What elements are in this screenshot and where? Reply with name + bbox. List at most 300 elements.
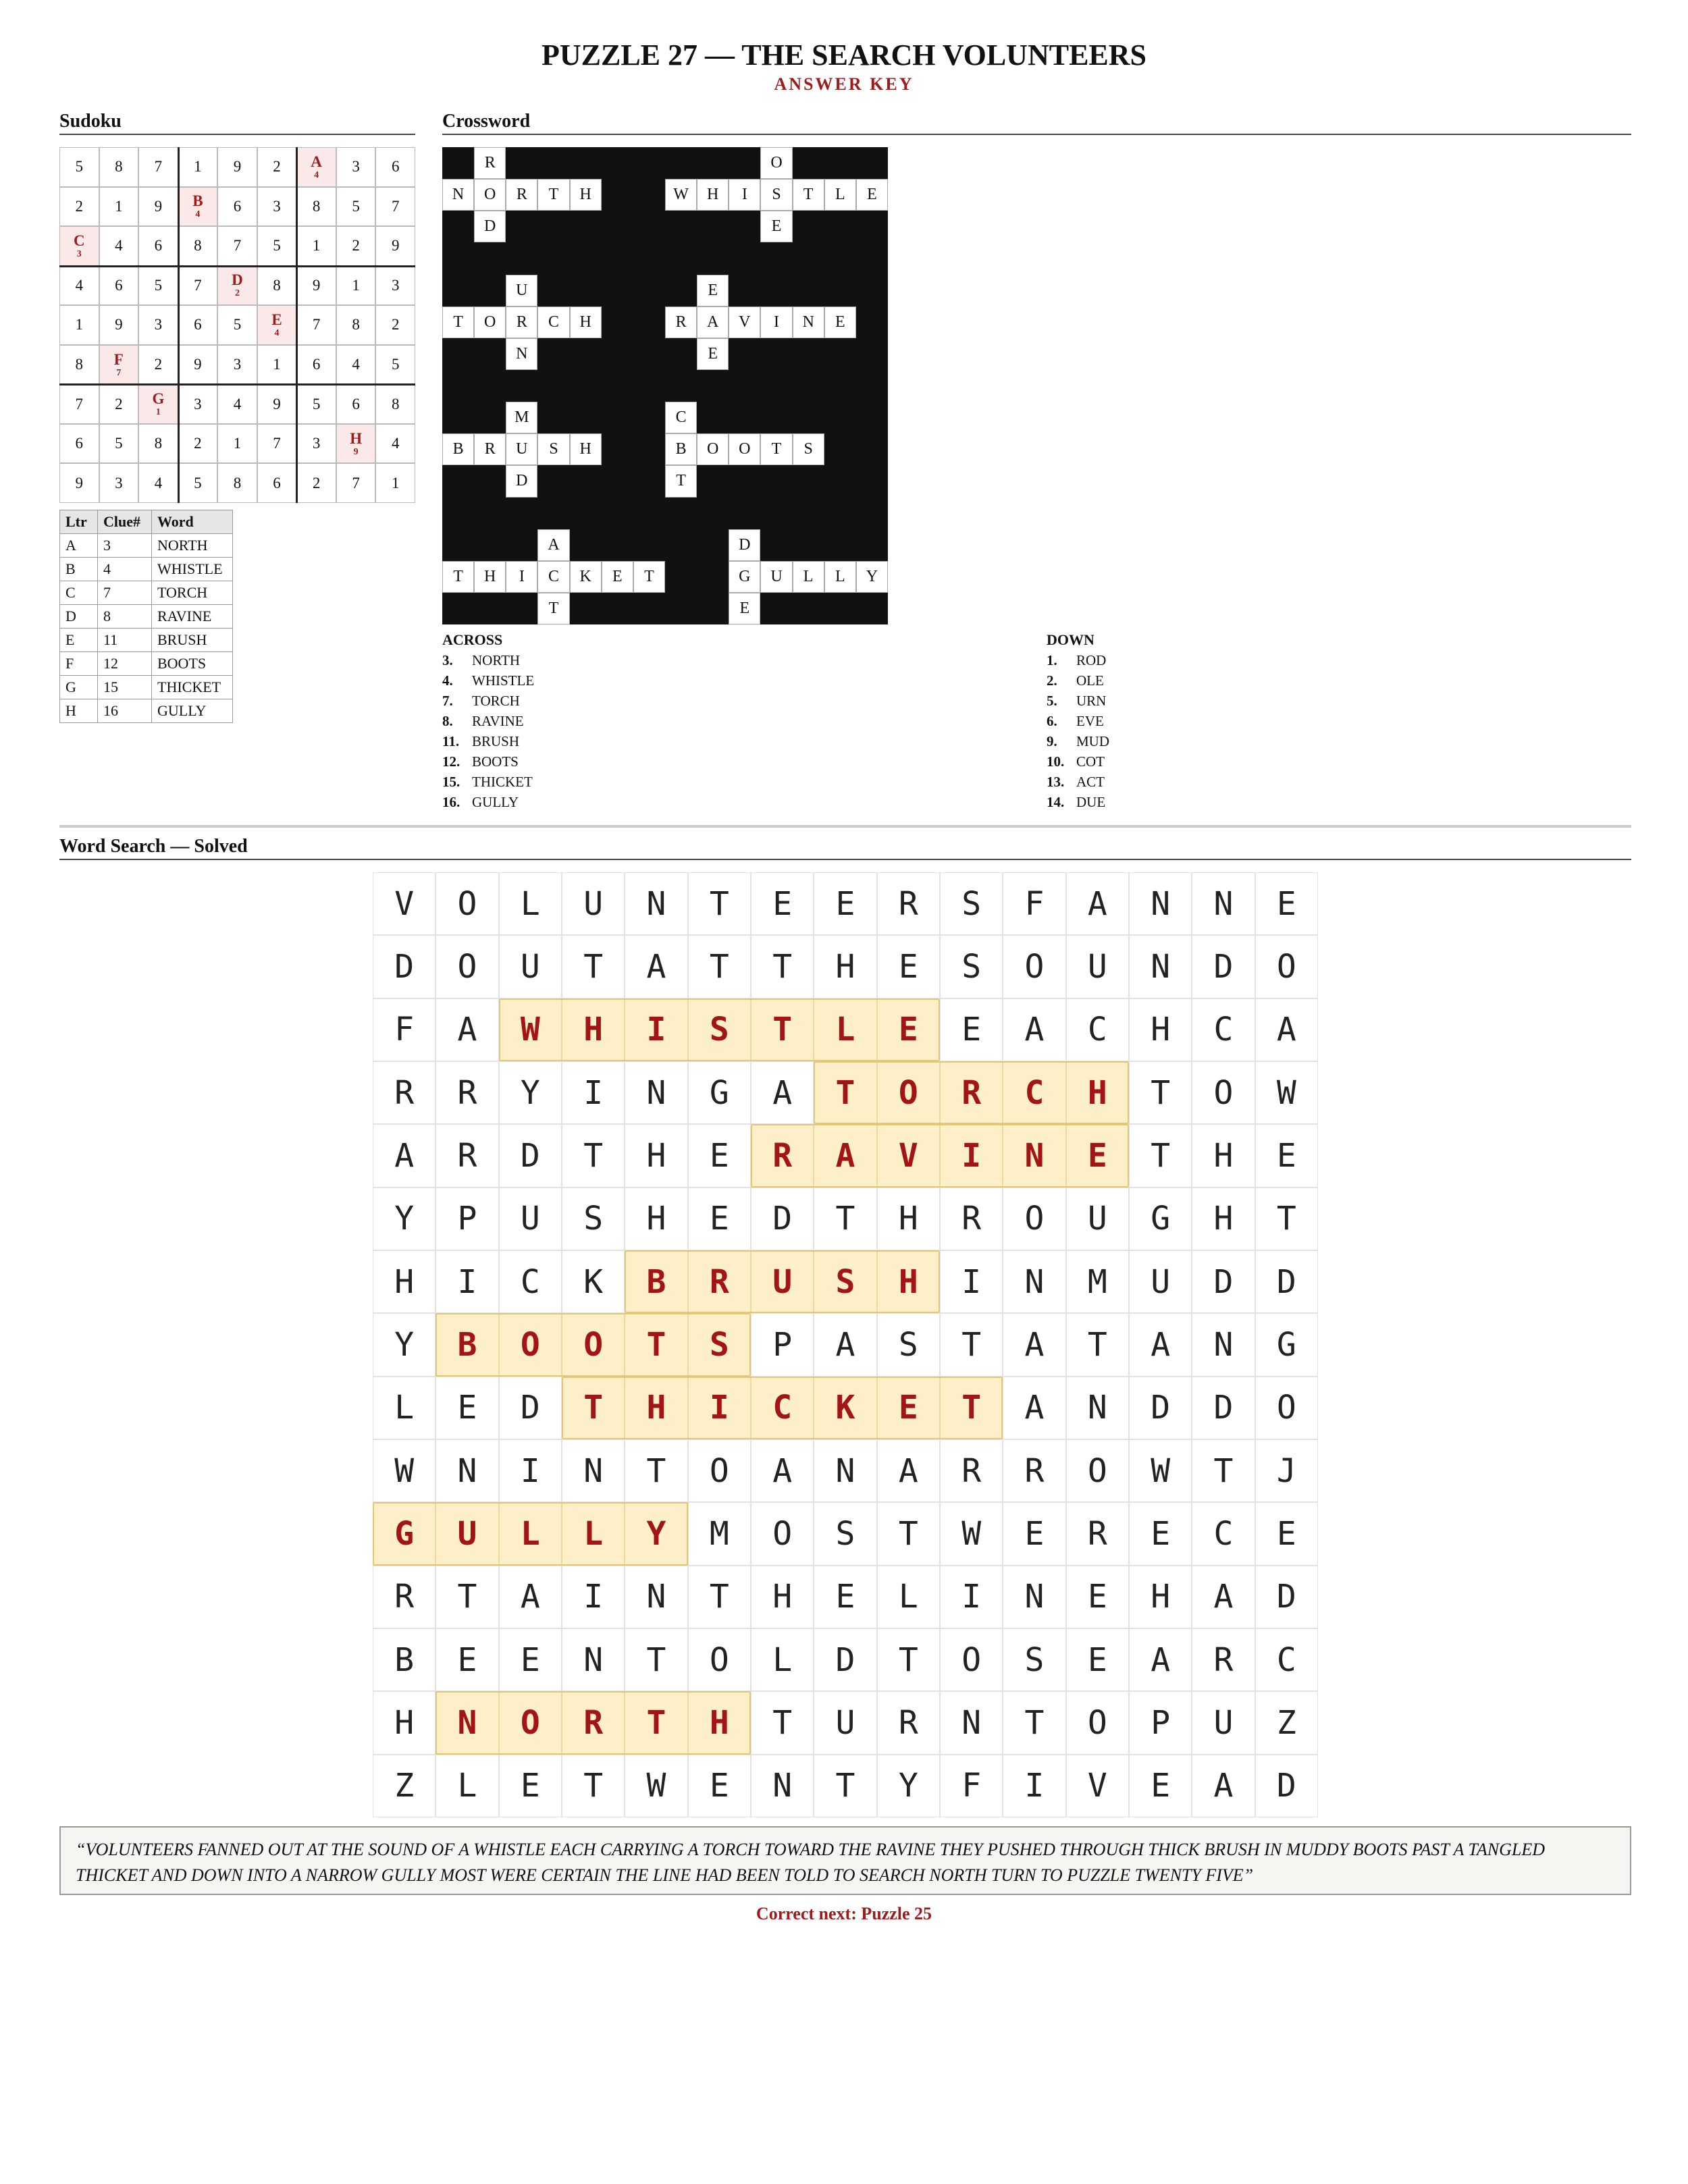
sudoku-cell: 5 — [336, 187, 376, 227]
crossword-cell: D — [474, 211, 506, 242]
sudoku-cell: 2 — [178, 424, 218, 464]
wordsearch-letter: A — [1066, 872, 1129, 935]
table-row — [60, 581, 233, 605]
wordsearch-found-letter: U — [436, 1502, 498, 1565]
sudoku-key-letter: H — [350, 429, 363, 447]
wordsearch-found-letter: T — [940, 1377, 1003, 1439]
wordsearch-letter: S — [940, 872, 1003, 935]
clue-number: 2. — [1047, 672, 1057, 689]
clue-answer: OLE — [1076, 672, 1104, 689]
sudoku-cell: 1 — [178, 147, 218, 187]
crossword-cell: O — [697, 433, 729, 465]
table-cell: BOOTS — [152, 652, 233, 676]
sudoku-key-letter: F — [113, 350, 124, 368]
wordsearch-letter: D — [1255, 1250, 1318, 1313]
sudoku-cell: 7 — [59, 384, 99, 424]
wordsearch-letter: A — [877, 1439, 940, 1502]
wordsearch-letter: N — [1003, 1566, 1065, 1628]
wordsearch-letter: D — [499, 1124, 562, 1187]
wordsearch-letter: W — [1255, 1061, 1318, 1124]
wordsearch-letter: E — [814, 872, 876, 935]
wordsearch-letter: A — [1129, 1313, 1192, 1376]
sudoku-cell: 2 — [257, 147, 297, 187]
sudoku-cell: 9 — [375, 226, 415, 266]
wordsearch-found-letter: S — [814, 1250, 876, 1313]
clue-item — [442, 711, 534, 731]
wordsearch-letter: R — [373, 1061, 436, 1124]
sudoku-cell: 3 — [178, 384, 218, 424]
crossword-heading — [442, 111, 1631, 135]
sudoku-cell — [296, 147, 336, 187]
crossword-cell: B — [665, 433, 697, 465]
wordsearch-letter: A — [1255, 998, 1318, 1061]
wordsearch-letter: O — [1066, 1691, 1129, 1754]
sudoku-cell: 8 — [178, 226, 218, 266]
wordsearch-heading-text: Word Search — Solved — [59, 836, 248, 857]
wordsearch-letter: T — [814, 1755, 876, 1817]
wordsearch-letter: D — [499, 1377, 562, 1439]
crossword-cell: D — [506, 465, 537, 497]
wordsearch-letter: A — [373, 1124, 436, 1187]
wordsearch-found-letter: H — [562, 998, 625, 1061]
table-cell: 15 — [98, 676, 152, 699]
wordsearch-letter: Z — [1255, 1691, 1318, 1754]
sudoku-key-letter: D — [232, 271, 243, 289]
wordsearch-letter: C — [499, 1250, 562, 1313]
wordsearch-letter: E — [814, 1566, 876, 1628]
wordsearch-found-letter: N — [1003, 1124, 1065, 1187]
crossword-cell: B — [442, 433, 474, 465]
sudoku-box-line — [59, 383, 415, 385]
sudoku-cell: 5 — [217, 305, 257, 345]
wordsearch-letter: W — [625, 1755, 687, 1817]
crossword-cell: V — [729, 307, 760, 338]
clue-answer: GULLY — [472, 794, 519, 810]
wordsearch-letter: U — [1066, 935, 1129, 998]
sudoku-cell: 5 — [296, 384, 336, 424]
crossword-cell: W — [665, 179, 697, 211]
wordsearch-found-letter: N — [436, 1691, 498, 1754]
decoded-quote: “VOLUNTEERS FANNED OUT AT THE SOUND OF A WHISTLE EACH CARRYING A TORCH TOWARD THE RAVINE THEY PUSHED THROUGH THICK BRUSH IN MUDDY BOOTS PAST A TANGLED THICKET AND DOWN INTO A NARROW GULLY MOST WERE CERTAIN THE LINE HAD BEEN TOLD TO SEARCH NORTH TURN TO PUZZLE TWENTY FIVE” — [59, 1826, 1631, 1895]
crossword-cell: T — [442, 561, 474, 593]
wordsearch-found-letter: T — [814, 1061, 876, 1124]
wordsearch-found-letter: S — [688, 998, 751, 1061]
sudoku-cell: 3 — [217, 345, 257, 385]
sudoku-cell: 6 — [296, 345, 336, 385]
wordsearch-letter: U — [499, 1188, 562, 1250]
wordsearch-letter: L — [373, 1377, 436, 1439]
crossword-cell: E — [602, 561, 633, 593]
crossword-cell: O — [760, 147, 792, 179]
clue-number: 15. — [442, 774, 460, 790]
sudoku-grid — [59, 147, 415, 503]
clue-answer: ROD — [1076, 652, 1107, 668]
next-puzzle-note: Correct next: Puzzle 25 — [756, 1904, 932, 1923]
wordsearch-letter: T — [688, 872, 751, 935]
table-row — [60, 629, 233, 652]
wordsearch-letter: E — [940, 998, 1003, 1061]
sudoku-cell: 1 — [217, 424, 257, 464]
wordsearch-letter: A — [1003, 1313, 1065, 1376]
wordsearch-letter: A — [814, 1313, 876, 1376]
table-cell: 3 — [98, 534, 152, 558]
wordsearch-letter: S — [814, 1502, 876, 1565]
table-cell: GULLY — [152, 699, 233, 723]
key-table-header: Word — [152, 510, 233, 534]
table-cell: 4 — [98, 558, 152, 581]
wordsearch-letter: H — [373, 1250, 436, 1313]
wordsearch-letter: W — [1129, 1439, 1192, 1502]
wordsearch-letter: E — [1255, 1502, 1318, 1565]
crossword-cell: T — [633, 561, 665, 593]
wordsearch-letter: I — [499, 1439, 562, 1502]
wordsearch-letter: M — [688, 1502, 751, 1565]
wordsearch-letter: O — [436, 872, 498, 935]
table-cell: C — [60, 581, 98, 605]
sudoku-cell: 2 — [99, 384, 139, 424]
table-cell: THICKET — [152, 676, 233, 699]
wordsearch-letter: N — [1192, 1313, 1255, 1376]
page-subtitle: ANSWER KEY — [774, 74, 914, 94]
crossword-cell: E — [760, 211, 792, 242]
table-cell: NORTH — [152, 534, 233, 558]
wordsearch-found-letter: O — [877, 1061, 940, 1124]
crossword-cell: O — [474, 179, 506, 211]
sudoku-cell: 4 — [99, 226, 139, 266]
sudoku-cell: 6 — [99, 266, 139, 306]
sudoku-key-letter: A — [311, 153, 322, 170]
sudoku-key-letter: B — [192, 192, 203, 210]
sudoku-cell: 8 — [375, 384, 415, 424]
wordsearch-letter: I — [562, 1566, 625, 1628]
sudoku-cell: 3 — [257, 187, 297, 227]
wordsearch-letter: D — [751, 1188, 814, 1250]
wordsearch-found-letter: C — [751, 1377, 814, 1439]
table-row — [60, 652, 233, 676]
wordsearch-letter: A — [1192, 1755, 1255, 1817]
clue-answer: ACT — [1076, 774, 1105, 790]
sudoku-box-line — [59, 265, 415, 267]
table-cell: TORCH — [152, 581, 233, 605]
wordsearch-letter: D — [1129, 1377, 1192, 1439]
wordsearch-letter: P — [436, 1188, 498, 1250]
wordsearch-found-letter: K — [814, 1377, 876, 1439]
crossword-cell: C — [537, 307, 569, 338]
clue-answer: BRUSH — [472, 733, 520, 749]
wordsearch-letter: E — [499, 1628, 562, 1691]
sudoku-key-digit: 2 — [234, 288, 240, 299]
table-row — [60, 676, 233, 699]
wordsearch-found-letter: R — [562, 1691, 625, 1754]
sudoku-cell — [336, 424, 376, 464]
clue-answer: MUD — [1076, 733, 1110, 749]
crossword-cell: L — [824, 561, 856, 593]
wordsearch-letter: C — [1255, 1628, 1318, 1691]
crossword-cell: S — [793, 433, 824, 465]
table-row — [60, 534, 233, 558]
crossword-cell: S — [537, 433, 569, 465]
crossword-cell: E — [697, 338, 729, 370]
wordsearch-letter: N — [625, 1061, 687, 1124]
wordsearch-letter: O — [688, 1628, 751, 1691]
wordsearch-letter: T — [877, 1502, 940, 1565]
wordsearch-letter: A — [1192, 1566, 1255, 1628]
sudoku-cell: 6 — [375, 147, 415, 187]
clue-item — [1047, 650, 1109, 670]
wordsearch-found-letter: V — [877, 1124, 940, 1187]
sudoku-cell: 2 — [296, 463, 336, 503]
sudoku-cell: 4 — [336, 345, 376, 385]
wordsearch-letter: V — [373, 872, 436, 935]
clue-answer: BOOTS — [472, 753, 519, 770]
clue-answer: DUE — [1076, 794, 1106, 810]
wordsearch-letter: T — [688, 935, 751, 998]
down-list — [1047, 650, 1109, 812]
clue-item — [442, 772, 534, 792]
wordsearch-letter: C — [1066, 998, 1129, 1061]
crossword-cell: S — [760, 179, 792, 211]
wordsearch-letter: N — [1129, 935, 1192, 998]
wordsearch-letter: E — [1066, 1628, 1129, 1691]
wordsearch-grid — [373, 872, 1318, 1817]
crossword-cell: C — [537, 561, 569, 593]
wordsearch-letter: I — [436, 1250, 498, 1313]
wordsearch-letter: D — [1255, 1566, 1318, 1628]
sudoku-cell: 5 — [257, 226, 297, 266]
wordsearch-letter: N — [1192, 872, 1255, 935]
wordsearch-found-letter: U — [751, 1250, 814, 1313]
sudoku-cell: 8 — [217, 463, 257, 503]
sudoku-cell: 2 — [138, 345, 178, 385]
table-cell: 16 — [98, 699, 152, 723]
wordsearch-letter: T — [688, 1566, 751, 1628]
wordsearch-found-letter: R — [940, 1061, 1003, 1124]
wordsearch-letter: H — [751, 1566, 814, 1628]
crossword-cell: N — [442, 179, 474, 211]
clue-item — [1047, 792, 1109, 812]
crossword-cell: T — [760, 433, 792, 465]
wordsearch-letter: R — [940, 1439, 1003, 1502]
sudoku-key-digit: 4 — [195, 209, 201, 220]
crossword-cell: A — [537, 529, 569, 561]
crossword-cell: O — [729, 433, 760, 465]
sudoku-cell: 1 — [257, 345, 297, 385]
table-cell: G — [60, 676, 98, 699]
sudoku-cell: 1 — [336, 266, 376, 306]
sudoku-cell: 3 — [138, 305, 178, 345]
crossword-cell: T — [537, 179, 569, 211]
page-title: PUZZLE 27 — THE SEARCH VOLUNTEERS — [541, 38, 1147, 72]
wordsearch-letter: H — [814, 935, 876, 998]
wordsearch-found-letter: A — [814, 1124, 876, 1187]
wordsearch-letter: N — [940, 1691, 1003, 1754]
wordsearch-found-letter: O — [499, 1313, 562, 1376]
wordsearch-letter: R — [436, 1061, 498, 1124]
crossword-cell: L — [824, 179, 856, 211]
wordsearch-letter: R — [1003, 1439, 1065, 1502]
sudoku-cell: 6 — [257, 463, 297, 503]
sudoku-cell — [99, 345, 139, 385]
clue-number: 4. — [442, 672, 453, 689]
wordsearch-letter: D — [814, 1628, 876, 1691]
wordsearch-letter: T — [625, 1439, 687, 1502]
clue-item — [1047, 731, 1109, 751]
wordsearch-letter: O — [688, 1439, 751, 1502]
clue-answer: THICKET — [472, 774, 533, 790]
wordsearch-heading — [59, 836, 1631, 860]
wordsearch-letter: T — [1066, 1313, 1129, 1376]
table-cell: E — [60, 629, 98, 652]
sudoku-cell: 7 — [375, 187, 415, 227]
crossword-cell: H — [570, 433, 602, 465]
sudoku-cell: 7 — [138, 147, 178, 187]
wordsearch-found-letter: R — [688, 1250, 751, 1313]
across-heading: ACROSS — [442, 631, 503, 648]
wordsearch-letter: R — [877, 1691, 940, 1754]
crossword-cell: R — [506, 307, 537, 338]
clue-item — [1047, 772, 1109, 792]
crossword-cell: R — [506, 179, 537, 211]
wordsearch-letter: E — [1129, 1502, 1192, 1565]
sudoku-cell: 5 — [375, 345, 415, 385]
wordsearch-letter: L — [877, 1566, 940, 1628]
wordsearch-letter: H — [1192, 1124, 1255, 1187]
sudoku-cell: 3 — [336, 147, 376, 187]
sudoku-cell: 2 — [375, 305, 415, 345]
wordsearch-letter: W — [373, 1439, 436, 1502]
wordsearch-found-letter: E — [1066, 1124, 1129, 1187]
wordsearch-letter: A — [1003, 998, 1065, 1061]
wordsearch-letter: N — [562, 1628, 625, 1691]
wordsearch-letter: R — [940, 1188, 1003, 1250]
sudoku-cell: 3 — [296, 424, 336, 464]
crossword-heading-text: Crossword — [442, 111, 531, 132]
clue-number: 1. — [1047, 652, 1057, 668]
crossword-cell: H — [570, 307, 602, 338]
wordsearch-letter: N — [625, 1566, 687, 1628]
section-divider — [59, 825, 1631, 828]
wordsearch-letter: K — [562, 1250, 625, 1313]
wordsearch-letter: T — [562, 1124, 625, 1187]
sudoku-cell: 8 — [296, 187, 336, 227]
sudoku-box-line — [178, 147, 180, 503]
crossword-cell: R — [474, 147, 506, 179]
wordsearch-letter: N — [436, 1439, 498, 1502]
wordsearch-letter: F — [373, 998, 436, 1061]
wordsearch-letter: T — [751, 1691, 814, 1754]
crossword-cell: K — [570, 561, 602, 593]
wordsearch-found-letter: L — [499, 1502, 562, 1565]
across-list — [442, 650, 534, 812]
crossword-cell: R — [665, 307, 697, 338]
wordsearch-letter: E — [1066, 1566, 1129, 1628]
clue-item — [442, 691, 534, 711]
sudoku-cell — [178, 187, 218, 227]
wordsearch-found-letter: Y — [625, 1502, 687, 1565]
wordsearch-found-letter: C — [1003, 1061, 1065, 1124]
table-row — [60, 605, 233, 629]
clue-answer: URN — [1076, 693, 1107, 709]
wordsearch-letter: S — [562, 1188, 625, 1250]
wordsearch-letter: S — [877, 1313, 940, 1376]
table-cell: 8 — [98, 605, 152, 629]
sudoku-key-digit: 9 — [353, 446, 359, 457]
wordsearch-letter: W — [940, 1502, 1003, 1565]
wordsearch-letter: A — [751, 1061, 814, 1124]
sudoku-cell: 2 — [59, 187, 99, 227]
sudoku-cell: 5 — [59, 147, 99, 187]
clue-number: 16. — [442, 794, 460, 810]
wordsearch-letter: T — [625, 1628, 687, 1691]
wordsearch-letter: E — [436, 1377, 498, 1439]
sudoku-key-digit: 4 — [314, 169, 319, 180]
sudoku-cell: 1 — [99, 187, 139, 227]
sudoku-cell: 8 — [257, 266, 297, 306]
wordsearch-letter: H — [625, 1124, 687, 1187]
wordsearch-letter: I — [562, 1061, 625, 1124]
wordsearch-letter: E — [877, 935, 940, 998]
wordsearch-letter: F — [1003, 872, 1065, 935]
clue-answer: NORTH — [472, 652, 521, 668]
crossword-cell: U — [506, 275, 537, 307]
wordsearch-letter: T — [562, 1755, 625, 1817]
crossword-cell: E — [697, 275, 729, 307]
sudoku-cell: 9 — [296, 266, 336, 306]
wordsearch-letter: I — [940, 1566, 1003, 1628]
wordsearch-letter: G — [1129, 1188, 1192, 1250]
clue-answer: EVE — [1076, 713, 1104, 729]
wordsearch-found-letter: L — [562, 1502, 625, 1565]
wordsearch-letter: S — [940, 935, 1003, 998]
wordsearch-letter: A — [499, 1566, 562, 1628]
crossword-cell: T — [537, 593, 569, 624]
wordsearch-letter: B — [373, 1628, 436, 1691]
sudoku-cell: 8 — [59, 345, 99, 385]
sudoku-cell: 9 — [217, 147, 257, 187]
sudoku-key-digit: 4 — [274, 327, 280, 338]
wordsearch-found-letter: T — [625, 1691, 687, 1754]
wordsearch-letter: O — [751, 1502, 814, 1565]
wordsearch-letter: P — [1129, 1691, 1192, 1754]
wordsearch-letter: E — [751, 872, 814, 935]
wordsearch-letter: T — [562, 935, 625, 998]
wordsearch-letter: Z — [373, 1755, 436, 1817]
sudoku-cell: 1 — [296, 226, 336, 266]
wordsearch-letter: E — [499, 1755, 562, 1817]
wordsearch-letter: R — [1192, 1628, 1255, 1691]
clue-number: 9. — [1047, 733, 1057, 749]
wordsearch-letter: H — [1129, 1566, 1192, 1628]
sudoku-cell: 1 — [375, 463, 415, 503]
clue-answer: TORCH — [472, 693, 520, 709]
wordsearch-found-letter: T — [625, 1313, 687, 1376]
crossword-cell: T — [665, 465, 697, 497]
sudoku-cell: 5 — [99, 424, 139, 464]
wordsearch-letter: I — [1003, 1755, 1065, 1817]
sudoku-cell: 4 — [217, 384, 257, 424]
wordsearch-letter: S — [1003, 1628, 1065, 1691]
wordsearch-letter: U — [562, 872, 625, 935]
crossword-cell: U — [760, 561, 792, 593]
crossword-cell: H — [474, 561, 506, 593]
crossword-cell: N — [793, 307, 824, 338]
crossword-cell: L — [793, 561, 824, 593]
clue-number: 13. — [1047, 774, 1065, 790]
wordsearch-letter: O — [1066, 1439, 1129, 1502]
wordsearch-letter: E — [1003, 1502, 1065, 1565]
sudoku-key-letter: G — [152, 390, 165, 408]
crossword-cell: I — [729, 179, 760, 211]
